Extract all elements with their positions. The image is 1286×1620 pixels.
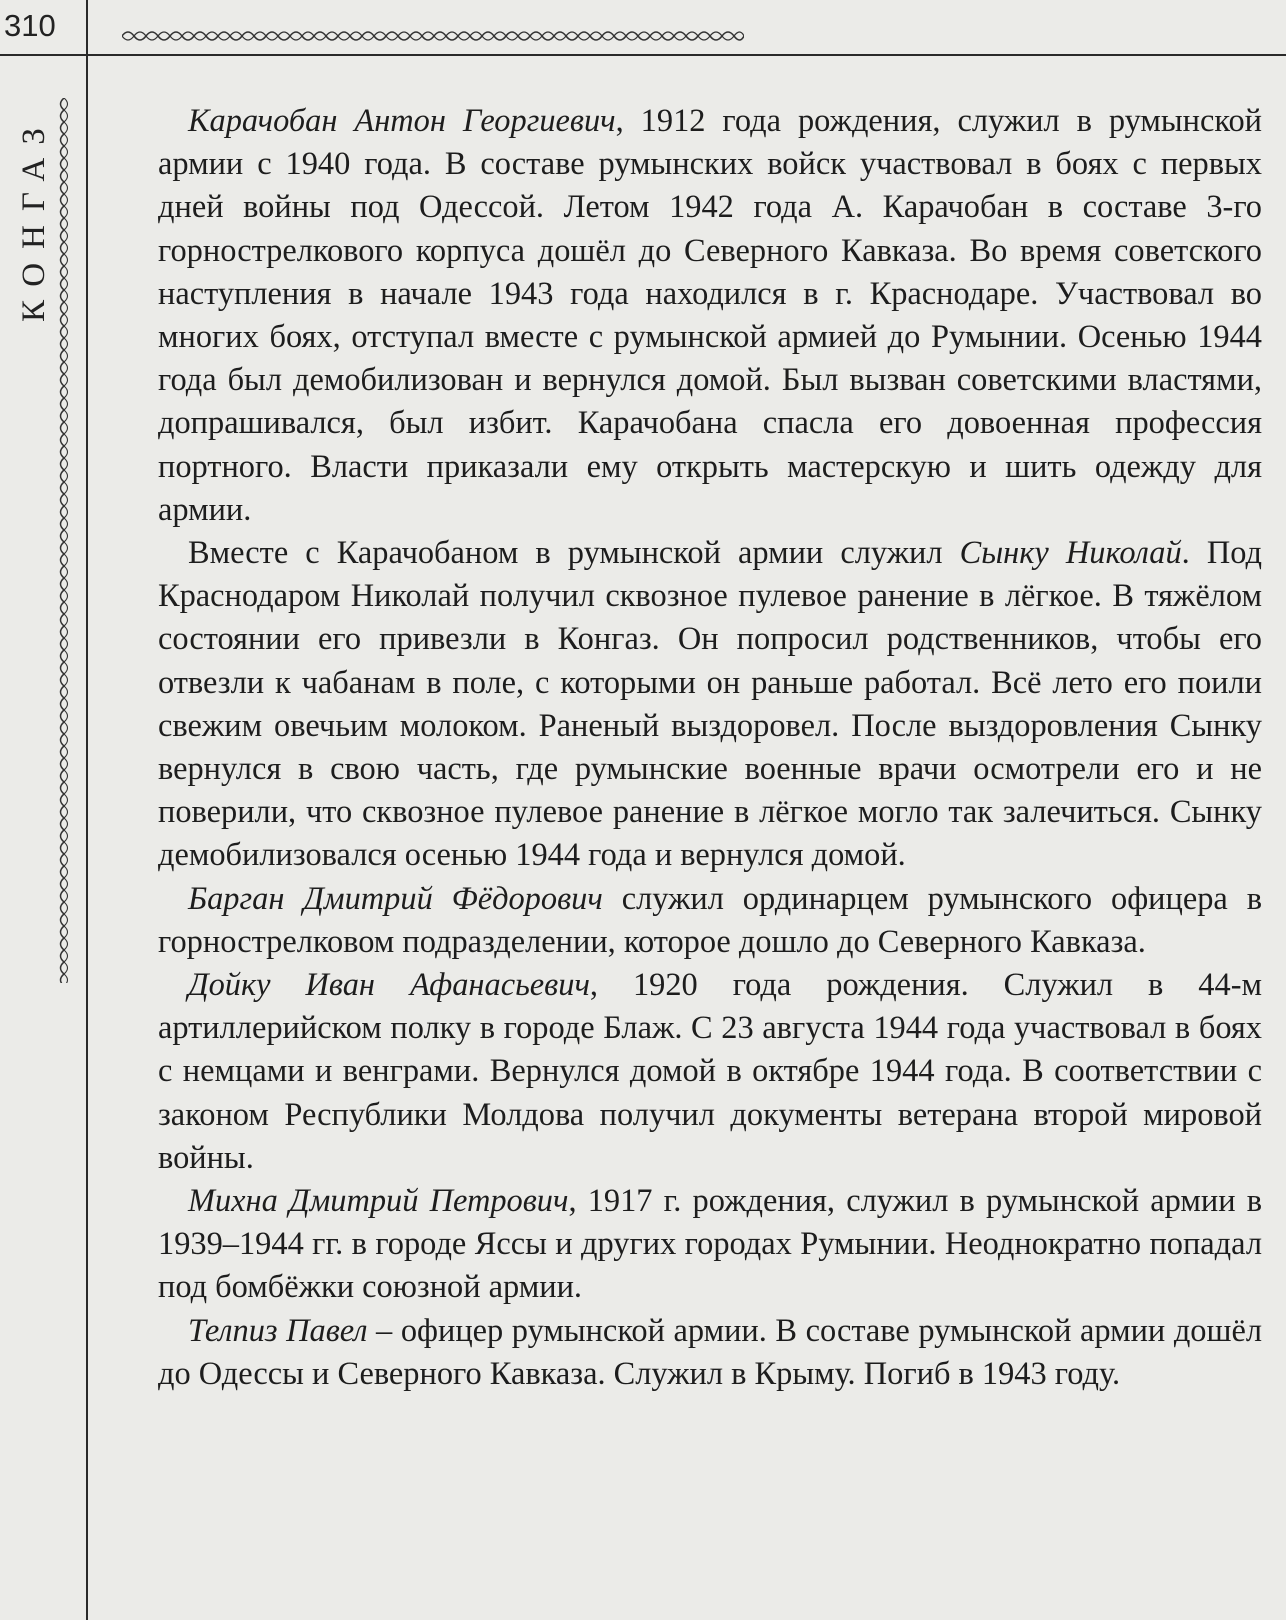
person-name: Дойку Иван Афанасьевич: [188, 967, 590, 1004]
header-rule: [0, 54, 1286, 56]
person-name: Телпиз Павел: [188, 1312, 368, 1349]
side-ornament: [56, 98, 72, 983]
person-name: Михна Дмитрий Петрович: [188, 1183, 569, 1220]
paragraph-bargan: [158, 878, 1262, 964]
paragraph-text: служил ординарцем румынского офицера в горнострелковом подразделении, которое дошло до Северного Кавказа.: [158, 880, 1263, 960]
article-text: [158, 100, 1262, 1396]
paragraph-text: – офицер румынской армии. В составе румынской армии дошёл до Одессы и Северного Кавказа. Служил в Крыму. Погиб в 1943 году.: [158, 1312, 1262, 1392]
person-name: Карачобан Антон Георгиевич: [188, 103, 616, 139]
running-title: КОНГАЗ: [16, 114, 52, 322]
person-name: Барган Дмитрий Фёдорович: [188, 880, 603, 917]
header-ornament: [122, 26, 744, 46]
paragraph-text: , 1917 г. рождения, служил в румынской армии в 1939–1944 гг. в городе Яссы и других городах Румынии. Неоднократно попадал под бомбёжки союзной армии.: [158, 1183, 1262, 1306]
paragraph-karachoban: [158, 100, 1262, 532]
margin-rule: [86, 0, 88, 1620]
paragraph-text: . Под Краснодаром Николай получил сквозное пулевое ранение в лёгкое. В тяжёлом состоянии его привезли в Конгаз. Он попросил родственников, чтобы его отвезли к чабанам в поле, с которыми он раньше работал. Всё лето его поили свежим овечьим молоком. Раненый выздоровел. После выздоровления Сынку вернулся в свою часть, где румынские военные врачи осмотрели его и не поверили, что сквозное пулевое ранение в лёгкое могло так залечиться. Сынку демобилизовался осенью 1944 года и вернулся домой.: [158, 535, 1262, 874]
paragraph-synku: [158, 532, 1262, 878]
paragraph-text: , 1920 года рождения. Служил в 44-м артиллерийском полку в городе Блаж. С 23 августа 1944 года участвовал в боях с немцами и венграми. Вернулся домой в октябре 1944 года. В соответствии с законом Республики Молдова получил документы ветерана второй мировой войны.: [158, 967, 1262, 1176]
paragraph-doiku: [158, 964, 1262, 1180]
paragraph-mikhna: [158, 1180, 1262, 1310]
person-name: Сынку Николай: [959, 535, 1182, 572]
page-number: 310: [4, 8, 56, 43]
paragraph-text: , 1912 года рождения, служил в румынской армии с 1940 года. В составе румынских войск участвовал в боях с первых дней войны под Одессой. Летом 1942 года А. Карачобан в составе 3-го горнострелкового корпуса дошёл до Северного Кавказа. Во время советского наступления в начале 1943 года находился в г. Краснодаре. Участвовал во многих боях, отступал вместе с румынской армией до Румынии. Осенью 1944 года был демобилизован и вернулся домой. Был вызван советскими властями, допрашивался, был избит. Карачобана спасла его довоенная профессия портного. Власти приказали ему открыть мастерскую и шить одежду для армии.: [158, 103, 1262, 528]
paragraph-telpiz: [158, 1310, 1262, 1396]
paragraph-lead-text: Вместе с Карачобаном в румынской армии служил: [188, 535, 960, 572]
